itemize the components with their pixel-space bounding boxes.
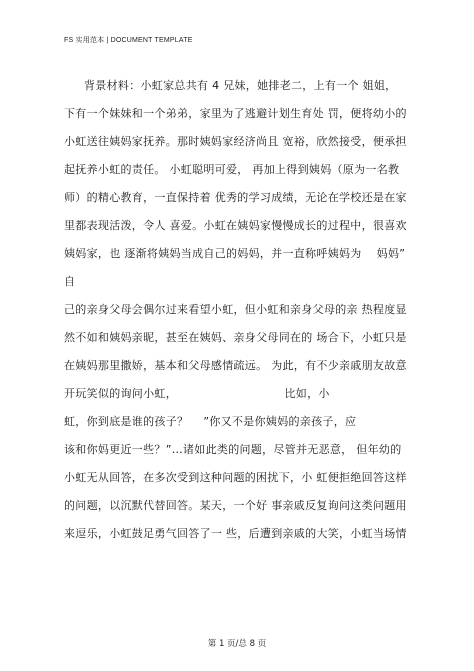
paragraph-line: 己的亲身父母会偶尔过来看望小虹，但小虹和亲身父母的亲 热程度显 <box>64 303 407 316</box>
paragraph-line: 姨妈家，也 逐渐将姨妈当成自己的妈妈，并一直称呼姨妈为 妈妈” <box>64 247 406 260</box>
paragraph-line: 下有一个妹妹和一个弟弟，家里为了逃避计划生育处 罚，便将幼小的 <box>64 107 407 120</box>
paragraph-line: 开玩笑似的询问小虹， 比如，小 <box>64 387 330 400</box>
page-number-footer: 第 1 页/总 8 页 <box>207 639 267 649</box>
paragraph-line: 自 <box>64 275 76 288</box>
paragraph-line: 在姨妈那里撒娇，基本和父母感情疏远。 为此，有不少亲戚朋友故意 <box>64 359 407 372</box>
paragraph-line: 小虹无从回答，在多次受到这种问题的困扰下，小 虹便拒绝回答这样 <box>64 471 407 484</box>
paragraph-line: 里都表现活泼，令人 喜爱。小虹在姨妈家慢慢成长的过程中，很喜欢 <box>64 219 407 232</box>
paragraph-line: 该和你妈更近一些？”…诸如此类的问题，尽管并无恶意， 但年幼的 <box>64 443 402 456</box>
document-header: FS 实用范本 | DOCUMENT TEMPLATE <box>64 37 193 44</box>
document-body <box>64 72 414 548</box>
paragraph-line: 背景材料：小虹家总共有 4 兄妹，她排老二，上有一个 姐姐， <box>84 79 397 92</box>
paragraph-line: 小虹送往姨妈家抚养。那时姨妈家经济尚且 宽裕，欣然接受，便承担 <box>64 135 407 148</box>
paragraph-line: 然不如和姨妈亲昵，甚至在姨妈、亲身父母同在的 场合下，小虹只是 <box>64 331 407 344</box>
paragraph-line: 虹，你到底是谁的孩子？ ”你又不是你姨妈的亲孩子，应 <box>64 415 357 428</box>
paragraph-line: 来逗乐，小虹鼓足勇气回答了一 些，后遭到亲戚的大笑，小虹当场情 <box>64 527 407 540</box>
paragraph-line: 师）的精心教育，一直保持着 优秀的学习成绩，无论在学校还是在家 <box>64 191 407 204</box>
paragraph-line: 的问题，以沉默代替回答。某天，一个好 事亲戚反复询问这类问题用 <box>64 499 407 512</box>
paragraph-line: 起抚养小虹的责任。 小虹聪明可爱， 再加上得到姨妈（原为一名教 <box>64 163 400 176</box>
